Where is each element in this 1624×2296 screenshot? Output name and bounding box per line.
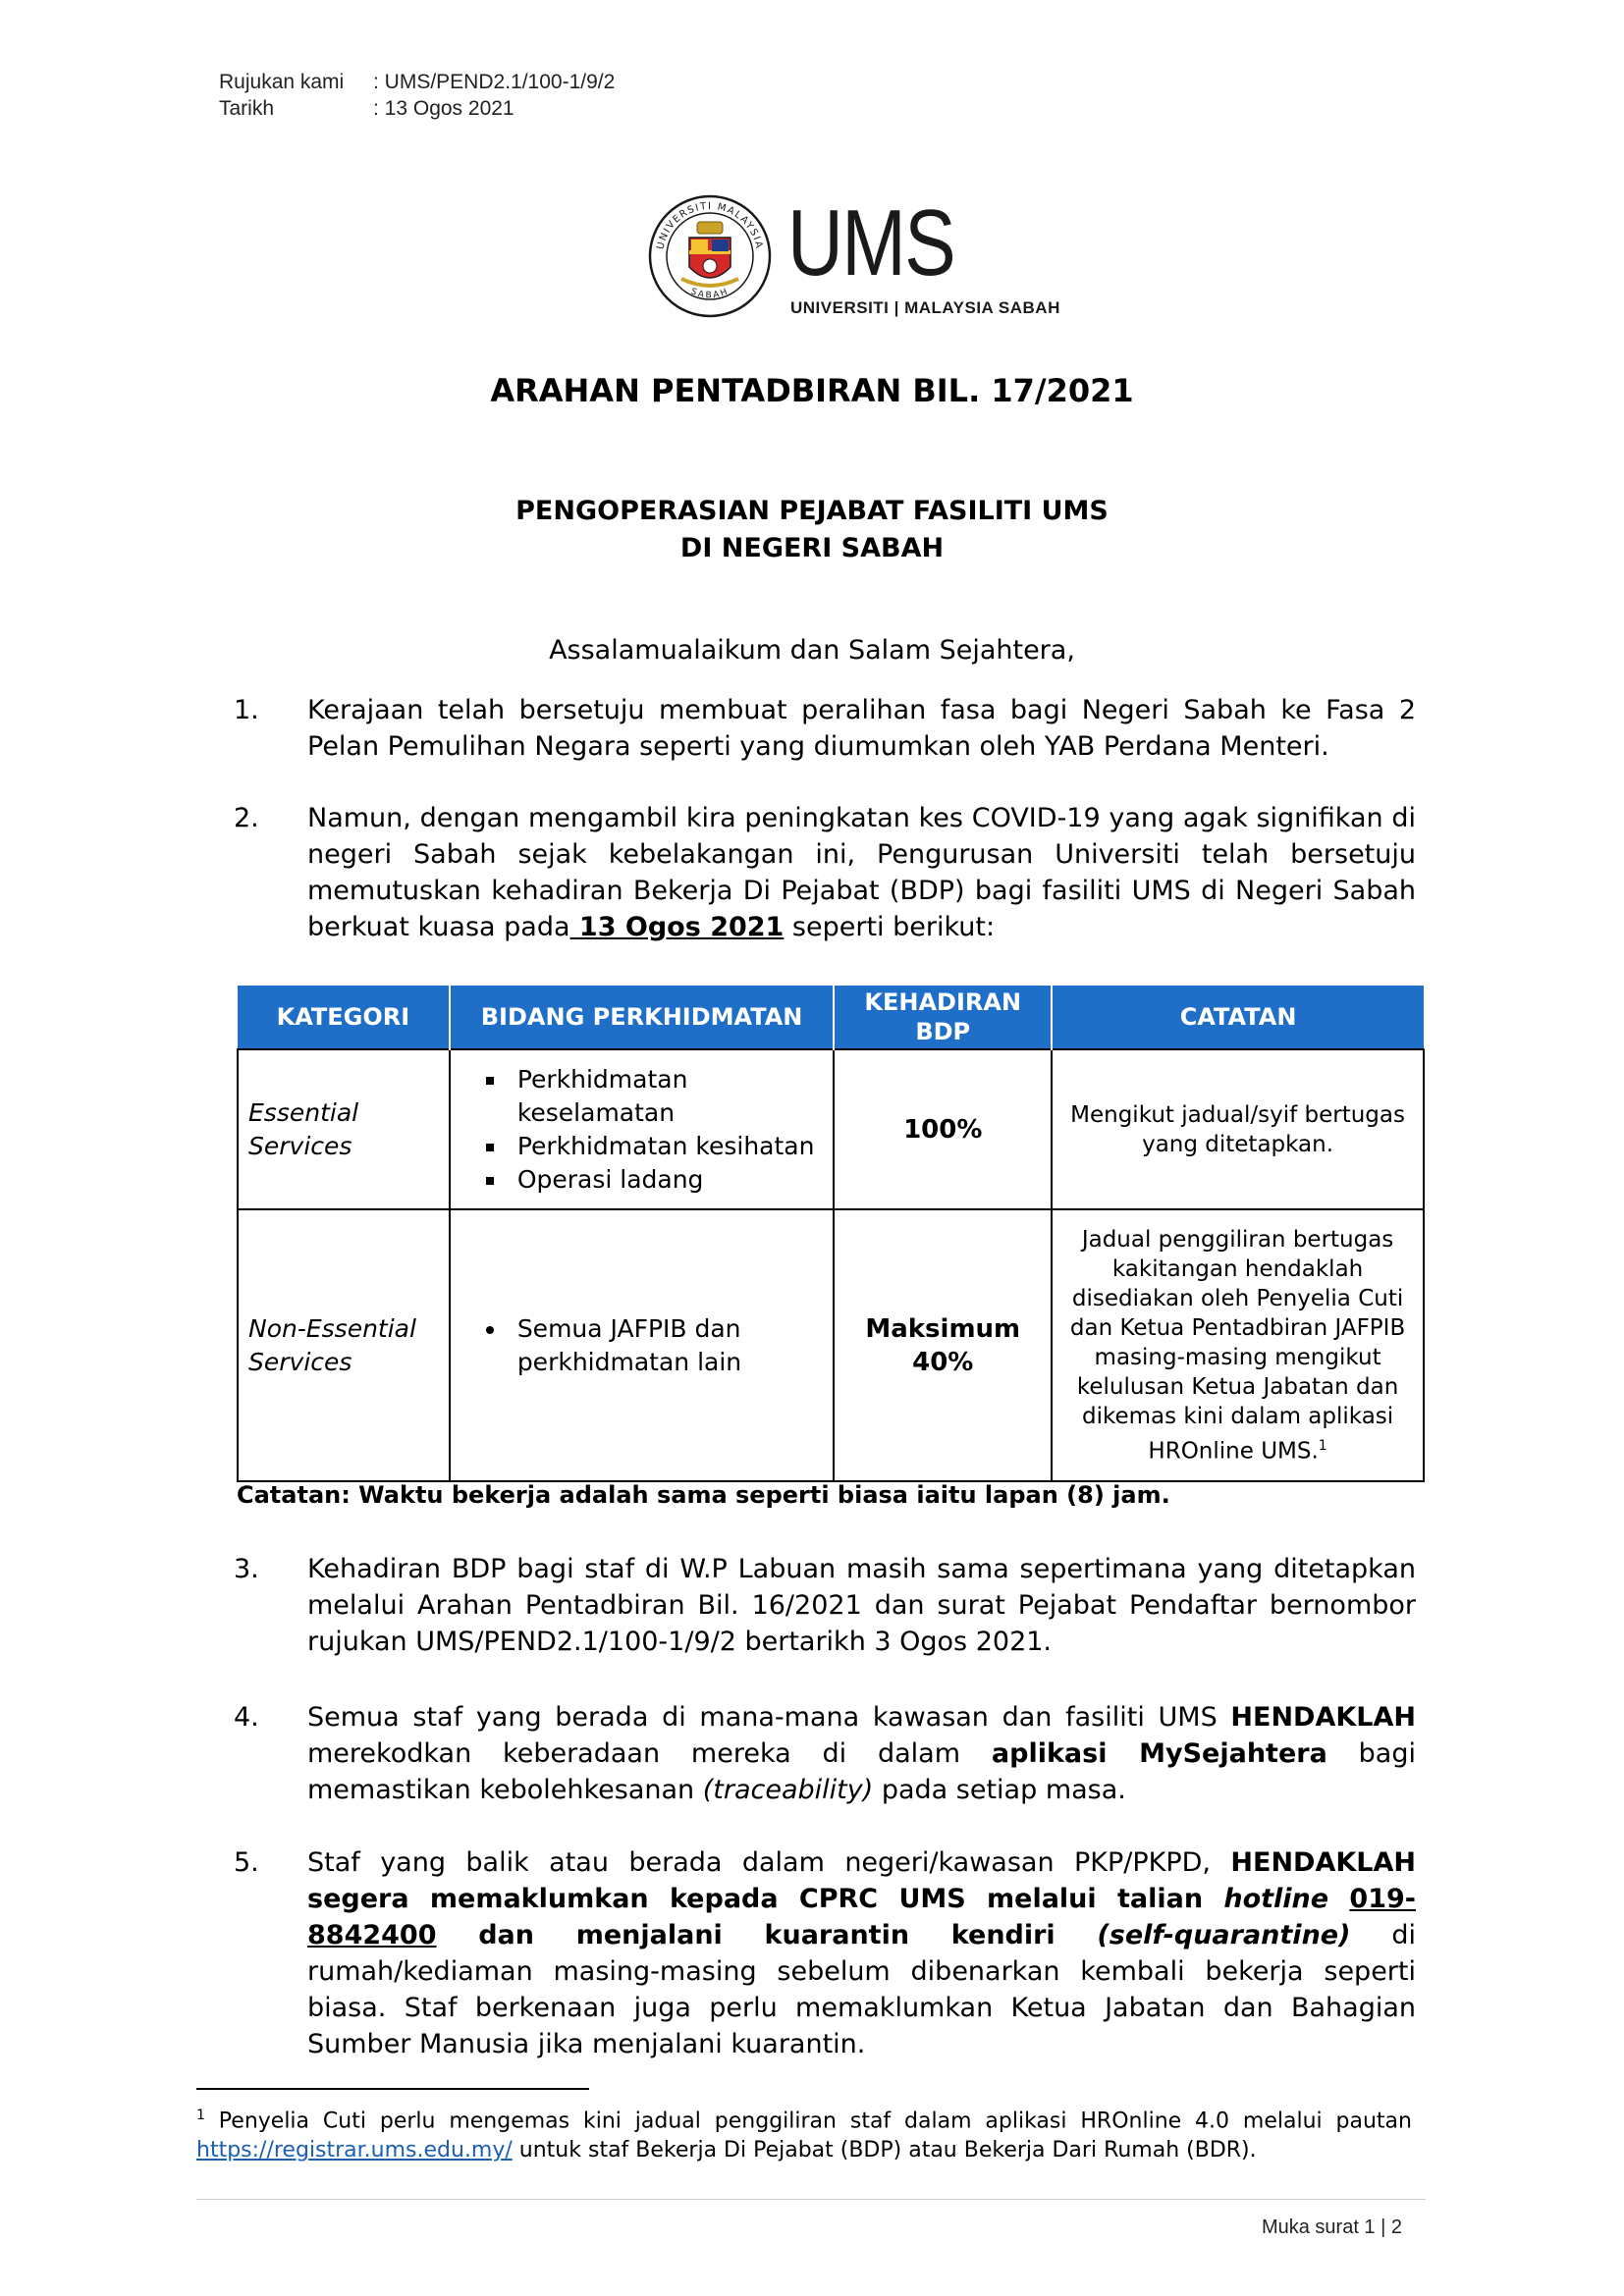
- list-item: ▪ Perkhidmatan keselamatan: [508, 1063, 824, 1130]
- text-run: untuk staf Bekerja Di Pejabat (BDP) atau Bekerja Dari Rumah (BDR).: [512, 2138, 1257, 2163]
- list-item: • Semua JAFPIB dan perkhidmatan lain: [508, 1312, 824, 1379]
- greeting: Assalamualaikum dan Salam Sejahtera,: [549, 635, 1075, 666]
- text-run: Namun, dengan mengambil kira peningkatan kes COVID-19 yang agak signifikan di negeri Sabah sejak kebelakangan ini, Pengurusan Universiti telah bersetuju memutuskan kehadiran Bekerja Di Pejabat (BDP) bagi fasiliti UMS di Negeri Sabah berkuat kuasa pada: [307, 803, 1416, 942]
- svg-text:SABAH: SABAH: [688, 287, 731, 301]
- cell-catatan: [1052, 1209, 1424, 1481]
- kehadiran-value: Maksimum 40%: [865, 1313, 1021, 1377]
- paragraph-text: Kehadiran BDP bagi staf di W.P Labuan masih sama sepertimana yang ditetapkan melalui Arahan Pentadbiran Bil. 16/2021 dan surat Pejabat Pendaftar bernombor rujukan UMS/PEND2.1/100-1/9/2 bertarikh 3 Ogos 2021.: [307, 1554, 1416, 1657]
- registrar-link[interactable]: https://registrar.ums.edu.my/: [196, 2138, 513, 2163]
- rujukan-value: : UMS/PEND2.1/100-1/9/2: [373, 71, 616, 93]
- paragraph-number: 2.: [234, 803, 259, 833]
- text-run: Penyelia Cuti perlu mengemas kini jadual penggiliran staf dalam aplikasi HROnline 4.0 melalui pautan: [204, 2109, 1412, 2134]
- ums-seal-icon: [648, 194, 772, 318]
- cell-kategori: Non-Essential Services: [238, 1209, 450, 1481]
- table-note: Catatan: Waktu bekerja adalah sama seperti biasa iaitu lapan (8) jam.: [237, 1481, 1170, 1509]
- subtitle-line-1: PENGOPERASIAN PEJABAT FASILITI UMS: [515, 496, 1109, 526]
- table-row: [238, 1049, 1424, 1209]
- paragraph-text: Kerajaan telah bersetuju membuat peralihan fasa bagi Negeri Sabah ke Fasa 2 Pelan Pemulihan Negara seperti yang diumumkan oleh YAB Perdana Menteri.: [307, 695, 1416, 762]
- footnote-ref: 1: [1318, 1437, 1327, 1454]
- cell-kehadiran: [834, 1209, 1052, 1481]
- hotline-number: 019-8842400: [307, 1884, 1416, 1950]
- university-name: UNIVERSITI | MALAYSIA SABAH: [790, 298, 1060, 317]
- paragraph-number: 3.: [234, 1554, 259, 1584]
- ums-logo: [648, 190, 1060, 332]
- cell-bidang: [450, 1049, 835, 1209]
- table-header-row: [238, 986, 1424, 1049]
- paragraph-1: [234, 692, 1416, 765]
- subtitle-line-2: DI NEGERI SABAH: [679, 533, 945, 563]
- bold-run: dan menjalani kuarantin kendiri: [436, 1920, 1098, 1950]
- rujukan-label: Rujukan kami: [219, 71, 345, 93]
- paragraph-text: [307, 1844, 1416, 2062]
- text-run: bagi memastikan kebolehkesanan: [307, 1738, 1416, 1805]
- header-bidang: BIDANG PERKHIDMATAN: [450, 986, 835, 1049]
- bold-run: HENDAKLAH segera memaklumkan kepada CPRC UMS melalui talian: [307, 1847, 1416, 1914]
- paragraph-3: [234, 1551, 1416, 1660]
- footer-divider: [196, 2199, 1426, 2200]
- document-subtitle: [0, 493, 1624, 567]
- catatan-text: Jadual penggiliran bertugas kakitangan hendaklah disediakan oleh Penyelia Cuti dan Ketua Pentadbiran JAFPIB masing-masing mengikut kelulusan Ketua Jabatan dan dikemas kini dalam aplikasi HROnline UMS.: [1069, 1226, 1406, 1465]
- header-kategori: KATEGORI: [238, 986, 450, 1049]
- cell-bidang: [450, 1209, 835, 1481]
- text-run: Semua staf yang berada di mana-mana kawasan dan fasiliti UMS: [307, 1702, 1231, 1733]
- list-item: ▪ Perkhidmatan kesihatan: [508, 1130, 824, 1163]
- paragraph-2: [234, 800, 1416, 945]
- paragraph-number: 4.: [234, 1702, 259, 1733]
- effective-date: 13 Ogos 2021: [569, 912, 785, 942]
- paragraph-text: [307, 1699, 1416, 1808]
- text-run: seperti berikut:: [784, 912, 996, 942]
- header-kehadiran: KEHADIRAN BDP: [834, 986, 1052, 1049]
- paragraph-number: 5.: [234, 1847, 259, 1878]
- footnote: [196, 2101, 1412, 2165]
- svg-text:UNIVERSITI MALAYSIA: UNIVERSITI MALAYSIA: [655, 200, 765, 251]
- reference-block: [219, 69, 615, 122]
- list-item: ▪ Operasi ladang: [508, 1163, 824, 1197]
- document-title: ARAHAN PENTADBIRAN BIL. 17/2021: [490, 372, 1134, 409]
- bold-italic-run: (self-quarantine): [1097, 1920, 1351, 1950]
- paragraph-number: 1.: [234, 695, 259, 725]
- ums-wordmark: UMS: [787, 190, 955, 295]
- page-number: Muka surat 1 | 2: [1261, 2216, 1402, 2238]
- footnote-separator: [196, 2088, 589, 2090]
- footnote-marker: 1: [196, 2108, 205, 2123]
- bold-run: HENDAKLAH: [1230, 1702, 1416, 1733]
- tarikh-label: Tarikh: [219, 97, 275, 120]
- paragraph-5: [234, 1844, 1416, 2062]
- bold-run: aplikasi MySejahtera: [991, 1738, 1327, 1769]
- cell-kehadiran: 100%: [834, 1049, 1052, 1209]
- bdp-table: [237, 986, 1425, 1482]
- tarikh-value: : 13 Ogos 2021: [373, 97, 514, 120]
- text-run: di rumah/kediaman masing-masing sebelum dibenarkan kembali bekerja seperti biasa. Staf berkenaan juga perlu memaklumkan Ketua Jabatan dan Bahagian Sumber Manusia jika menjalani kuarantin.: [307, 1920, 1416, 2059]
- bold-italic-run: hotline: [1223, 1884, 1329, 1914]
- text-run: Staf yang balik atau berada dalam negeri/kawasan PKP/PKPD,: [307, 1847, 1231, 1878]
- italic-run: (traceability): [702, 1775, 874, 1805]
- bold-run: [1328, 1884, 1349, 1914]
- cell-catatan: Mengikut jadual/syif bertugas yang ditetapkan.: [1052, 1049, 1424, 1209]
- table-row: [238, 1209, 1424, 1481]
- paragraph-text: [307, 800, 1416, 945]
- header-catatan: CATATAN: [1052, 986, 1424, 1049]
- cell-kategori: Essential Services: [238, 1049, 450, 1209]
- paragraph-4: [234, 1699, 1416, 1808]
- text-run: pada setiap masa.: [873, 1775, 1126, 1805]
- text-run: merekodkan keberadaan mereka di dalam: [307, 1738, 992, 1769]
